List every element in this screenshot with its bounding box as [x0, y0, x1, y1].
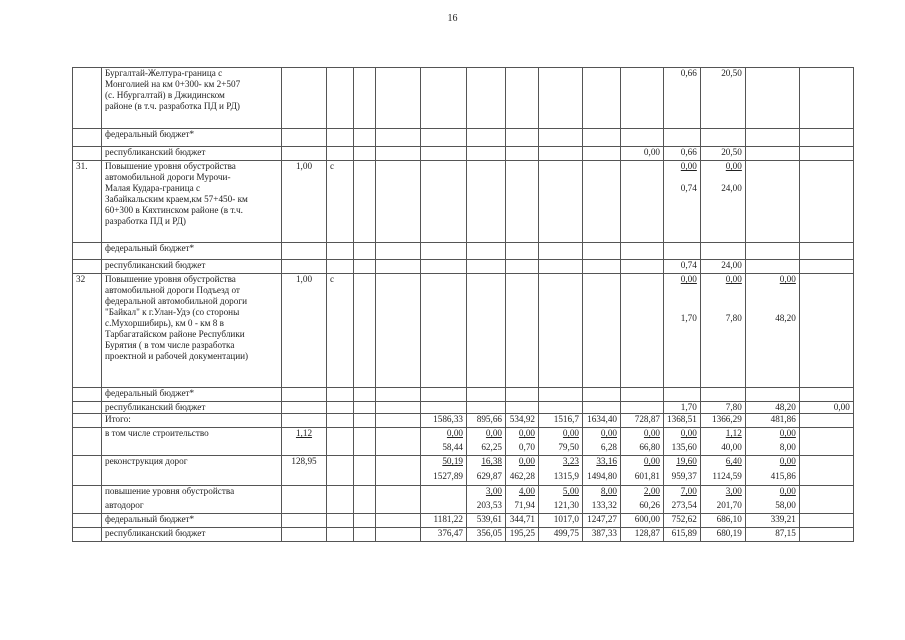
cell: 24,00	[700, 260, 745, 274]
cell: 48,20	[745, 402, 799, 414]
cell: 5,00 121,30	[539, 486, 583, 514]
cell: 895,66	[467, 414, 506, 428]
table-row	[73, 456, 854, 486]
table-row	[73, 243, 854, 260]
table-row	[73, 514, 854, 528]
cell: 0,00 0,70	[506, 428, 539, 456]
cell: 539,61	[467, 514, 506, 528]
cell: 1017,0	[539, 514, 583, 528]
unit: с	[327, 161, 354, 243]
cell: 0,00	[621, 147, 664, 161]
cell: 686,10	[700, 514, 745, 528]
row-label: республиканский бюджет	[102, 147, 282, 161]
cell: 0,00 415,86	[745, 456, 799, 486]
cell: 600,00	[621, 514, 664, 528]
cell: 0,00 6,28	[583, 428, 621, 456]
cell: 0,66	[664, 68, 701, 129]
row-number: 31.	[73, 161, 102, 243]
cell: 534,92	[506, 414, 539, 428]
cell: 0,00 62,25	[467, 428, 506, 456]
cell: 0,00 58,00	[745, 486, 799, 514]
cell: 376,47	[421, 528, 467, 542]
cell: 19,60 959,37	[664, 456, 701, 486]
cell: 339,21	[745, 514, 799, 528]
cell: 3,00 201,70	[700, 486, 745, 514]
table-row-total	[73, 414, 854, 428]
cell: 8,00 133,32	[583, 486, 621, 514]
quantity: 1,00	[282, 161, 327, 243]
cell: 0,00 601,81	[621, 456, 664, 486]
quantity: 1,12	[282, 428, 327, 456]
cell: 728,87	[621, 414, 664, 428]
table-row	[73, 147, 854, 161]
cell: 615,89	[664, 528, 701, 542]
table-row	[73, 68, 854, 129]
cell: 7,00 273,54	[664, 486, 701, 514]
row-label: реконструкция дорог	[102, 456, 282, 486]
item-description: Повышение уровня обустройства автомобильной дороги Подъезд от федеральной автомобильной дороги "Байкал" к г.Улан-Удэ (со стороны с.Мухоршибирь), км 0 - км 8 в Тарбагатайском районе Республики Бурятия ( в том числе разработка проектной и рабочей документации)	[102, 274, 282, 388]
cell: 1181,22	[421, 514, 467, 528]
cell: 128,87	[621, 528, 664, 542]
cell: 1586,33	[421, 414, 467, 428]
cell: 33,16 1494,80	[583, 456, 621, 486]
cell: 1247,27	[583, 514, 621, 528]
row-label: республиканский бюджет	[102, 402, 282, 414]
cell: 1,70	[664, 402, 701, 414]
cell: 6,40 1124,59	[700, 456, 745, 486]
row-label: в том числе строительство	[102, 428, 282, 456]
row-label: федеральный бюджет*	[102, 129, 282, 147]
cell: 0,00 0,74	[664, 161, 701, 243]
row-label: Итого:	[102, 414, 282, 428]
row-label: повышение уровня обустройства автодорог	[102, 486, 282, 514]
cell: 387,33	[583, 528, 621, 542]
cell: 0,00 48,20	[745, 274, 799, 388]
cell: 0,00 1,70	[664, 274, 701, 388]
cell: 0,00 135,60	[664, 428, 701, 456]
cell	[421, 486, 467, 514]
cell: 0,00 79,50	[539, 428, 583, 456]
cell: 0,74	[664, 260, 701, 274]
cell: 1368,51	[664, 414, 701, 428]
cell: 195,25	[506, 528, 539, 542]
budget-table	[72, 67, 854, 542]
cell: 2,00 60,26	[621, 486, 664, 514]
cell: 1366,29	[700, 414, 745, 428]
cell: 7,80	[700, 402, 745, 414]
cell: 499,75	[539, 528, 583, 542]
cell: 0,00 58,44	[421, 428, 467, 456]
cell: 0,00 66,80	[621, 428, 664, 456]
unit: с	[327, 274, 354, 388]
cell: 680,19	[700, 528, 745, 542]
table-row	[73, 388, 854, 402]
cell: 87,15	[745, 528, 799, 542]
cell: 0,00 7,80	[700, 274, 745, 388]
row-label: республиканский бюджет	[102, 528, 282, 542]
cell: 3,23 1315,9	[539, 456, 583, 486]
table-row	[73, 402, 854, 414]
quantity: 128,95	[282, 456, 327, 486]
cell: 0,00	[799, 402, 853, 414]
row-number: 32	[73, 274, 102, 388]
table-row	[73, 161, 854, 243]
table-row	[73, 260, 854, 274]
page-number: 16	[447, 13, 458, 24]
row-label: федеральный бюджет*	[102, 388, 282, 402]
item-description: Бургалтай-Желтура-граница с Монголией на км 0+300- км 2+507 (с. Нбургалтай) в Джидинском районе (в т.ч. разработка ПД и РД)	[102, 68, 282, 129]
cell: 20,50	[700, 147, 745, 161]
cell: 3,00 203,53	[467, 486, 506, 514]
row-label: федеральный бюджет*	[102, 514, 282, 528]
cell: 1634,40	[583, 414, 621, 428]
cell: 4,00 71,94	[506, 486, 539, 514]
table-row	[73, 528, 854, 542]
table-row	[73, 129, 854, 147]
cell: 1516,7	[539, 414, 583, 428]
cell: 1,12 40,00	[700, 428, 745, 456]
row-label: республиканский бюджет	[102, 260, 282, 274]
cell: 0,00 24,00	[700, 161, 745, 243]
cell: 0,00 8,00	[745, 428, 799, 456]
quantity: 1,00	[282, 274, 327, 388]
cell: 481,86	[745, 414, 799, 428]
row-label: федеральный бюджет*	[102, 243, 282, 260]
cell: 356,05	[467, 528, 506, 542]
table-row	[73, 486, 854, 514]
cell: 344,71	[506, 514, 539, 528]
item-description: Повышение уровня обустройства автомобильной дороги Мурочи- Малая Кудара-граница с Забайкальским краем,км 57+450- км 60+300 в Кяхтинском районе (в т.ч. разработка ПД и РД)	[102, 161, 282, 243]
cell: 20,50	[700, 68, 745, 129]
cell: 50,19 1527,89	[421, 456, 467, 486]
cell: 0,00 462,28	[506, 456, 539, 486]
cell: 16,38 629,87	[467, 456, 506, 486]
cell: 752,62	[664, 514, 701, 528]
table-row	[73, 428, 854, 456]
table-row	[73, 274, 854, 388]
cell: 0,66	[664, 147, 701, 161]
